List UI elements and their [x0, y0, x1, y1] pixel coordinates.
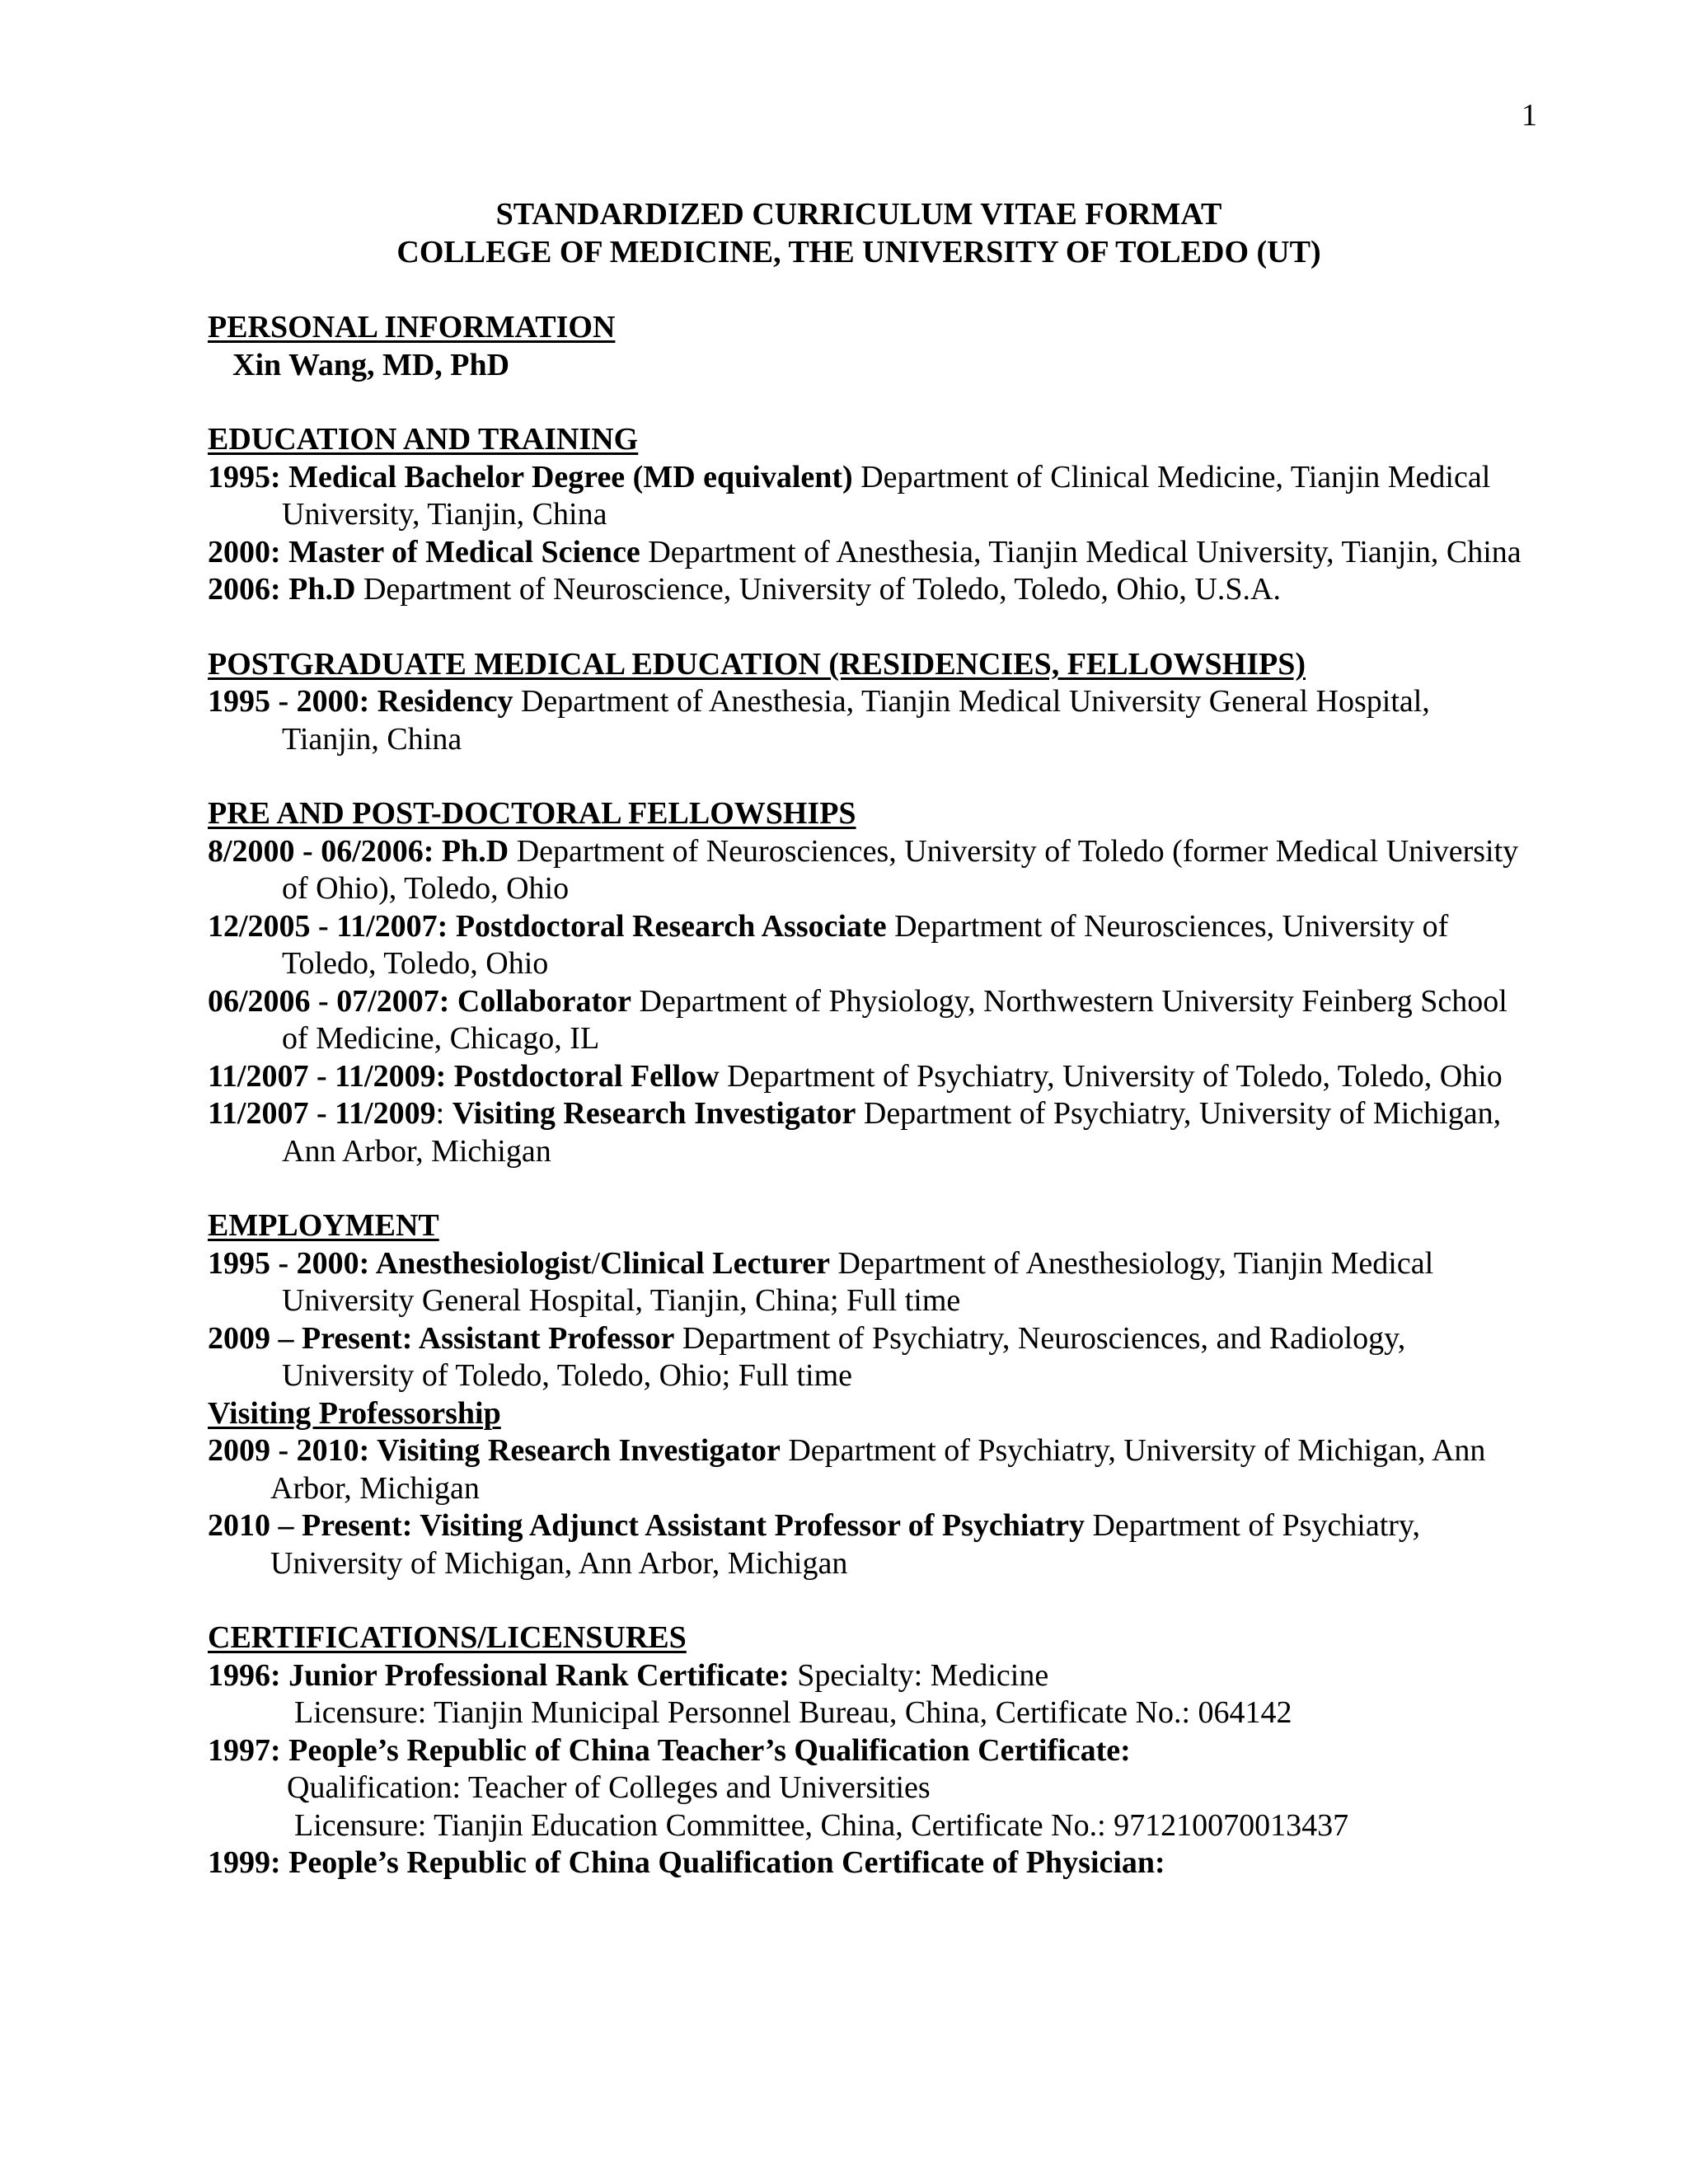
person-name: Xin Wang, MD, PhD	[232, 347, 510, 382]
entry-title: 2000: Master of Medical Science	[208, 534, 640, 569]
entry-title: 1997: People’s Republic of China Teacher’s Qualification Certificate:	[208, 1732, 1131, 1768]
section-fellowships	[208, 795, 1526, 1170]
section-heading: PERSONAL INFORMATION	[208, 310, 616, 344]
entry-text: Department of Psychiatry, University of Michigan, Ann Arbor, Michigan	[282, 1096, 1502, 1169]
entry-text: Department of Neurosciences, University of Toledo (former Medical University of Ohio), Toledo, Ohio	[282, 833, 1519, 906]
entry-title: 8/2000 - 06/2006: Ph.D	[208, 833, 509, 869]
entry-text: Department of Psychiatry, University of Michigan, Ann Arbor, Michigan	[270, 1433, 1486, 1506]
page-number: 1	[1522, 98, 1537, 133]
fellowship-entry	[208, 1058, 1526, 1096]
document-title	[191, 196, 1526, 271]
certification-detail: Licensure: Tianjin Municipal Personnel Bureau, China, Certificate No.: 064142	[294, 1695, 1292, 1730]
visiting-entry	[208, 1432, 1526, 1507]
section-heading: POSTGRADUATE MEDICAL EDUCATION (RESIDENCIES, FELLOWSHIPS)	[208, 646, 1306, 682]
section-heading: CERTIFICATIONS/LICENSURES	[208, 1620, 687, 1655]
entry-text: Department of Clinical Medicine, Tianjin Medical University, Tianjin, China	[282, 459, 1491, 532]
fellowship-entry	[208, 983, 1526, 1058]
entry-text: Specialty: Medicine	[789, 1657, 1049, 1693]
fellowship-entry	[208, 1095, 1526, 1170]
fellowship-entry	[208, 833, 1526, 908]
entry-title: 1995 - 2000: Anesthesiologist	[208, 1245, 592, 1281]
entry-text: Department of Psychiatry, University of Michigan, Ann Arbor, Michigan	[270, 1508, 1420, 1581]
visiting-entry	[208, 1507, 1526, 1582]
entry-title: 06/2006 - 07/2007: Collaborator	[208, 983, 632, 1019]
entry-title: 11/2007 - 11/2009: Postdoctoral Fellow	[208, 1058, 720, 1094]
certification-detail: Qualification: Teacher of Colleges and Universities	[287, 1770, 931, 1805]
certification-detail: Licensure: Tianjin Education Committee, China, Certificate No.: 971210070013437	[294, 1807, 1349, 1843]
entry-separator: :	[435, 1096, 452, 1131]
entry-text: Department of Physiology, Northwestern University Feinberg School of Medicine, Chicago, IL	[282, 983, 1507, 1056]
subsection-heading: Visiting Professorship	[208, 1395, 501, 1431]
entry-text: Department of Anesthesia, Tianjin Medical University General Hospital, Tianjin, China	[282, 684, 1430, 757]
title-line-1: STANDARDIZED CURRICULUM VITAE FORMAT	[495, 197, 1222, 232]
entry-text: Department of Anesthesiology, Tianjin Medical University General Hospital, Tianjin, China; Full time	[282, 1245, 1434, 1318]
entry-separator: /	[591, 1245, 601, 1281]
certification-entry	[208, 1732, 1526, 1770]
section-certifications	[208, 1619, 1526, 1882]
title-line-2: COLLEGE OF MEDICINE, THE UNIVERSITY OF TOLEDO (UT)	[396, 234, 1321, 269]
employment-entry	[208, 1320, 1526, 1395]
education-entry	[208, 534, 1526, 572]
section-heading: EMPLOYMENT	[208, 1208, 439, 1243]
certification-entry	[208, 1657, 1526, 1695]
section-education	[208, 421, 1526, 609]
education-entry	[208, 459, 1526, 534]
entry-text: Department of Psychiatry, University of Toledo, Toledo, Ohio	[719, 1058, 1503, 1094]
section-heading: EDUCATION AND TRAINING	[208, 422, 639, 457]
education-entry	[208, 571, 1526, 609]
entry-text: Department of Neurosciences, University of Toledo, Toledo, Ohio	[282, 908, 1449, 981]
entry-text: Department of Neuroscience, University of Toledo, Toledo, Ohio, U.S.A.	[355, 572, 1281, 607]
entry-title: 1995 - 2000: Residency	[208, 684, 513, 719]
entry-title: 12/2005 - 11/2007: Postdoctoral Research Associate	[208, 908, 887, 944]
section-employment	[208, 1207, 1526, 1582]
entry-text: Department of Anesthesia, Tianjin Medical University, Tianjin, China	[640, 534, 1522, 569]
entry-title: 2009 - 2010: Visiting Research Investigator	[208, 1433, 781, 1468]
entry-title: 2010 – Present: Visiting Adjunct Assistant Professor of Psychiatry	[208, 1508, 1085, 1543]
section-heading: PRE AND POST-DOCTORAL FELLOWSHIPS	[208, 796, 856, 831]
entry-title: 1996: Junior Professional Rank Certificate:	[208, 1657, 790, 1693]
certification-entry	[208, 1844, 1526, 1882]
section-postgraduate-education	[208, 646, 1526, 759]
entry-title: 1995: Medical Bachelor Degree (MD equivalent)	[208, 459, 853, 494]
entry-title: 2009 – Present: Assistant Professor	[208, 1320, 675, 1356]
employment-entry	[208, 1245, 1526, 1320]
entry-text: Department of Psychiatry, Neurosciences, and Radiology, University of Toledo, Toledo, Ohio; Full time	[282, 1320, 1406, 1393]
residency-entry	[208, 683, 1526, 758]
entry-title: Visiting Research Investigator	[452, 1096, 856, 1131]
document-body	[208, 196, 1526, 1882]
fellowship-entry	[208, 908, 1526, 983]
entry-title: 2006: Ph.D	[208, 572, 356, 607]
entry-title: 1999: People’s Republic of China Qualification Certificate of Physician:	[208, 1845, 1165, 1880]
entry-date: 11/2007 - 11/2009	[208, 1096, 436, 1131]
section-personal-information	[208, 309, 1526, 384]
entry-title-2: Clinical Lecturer	[600, 1245, 831, 1281]
